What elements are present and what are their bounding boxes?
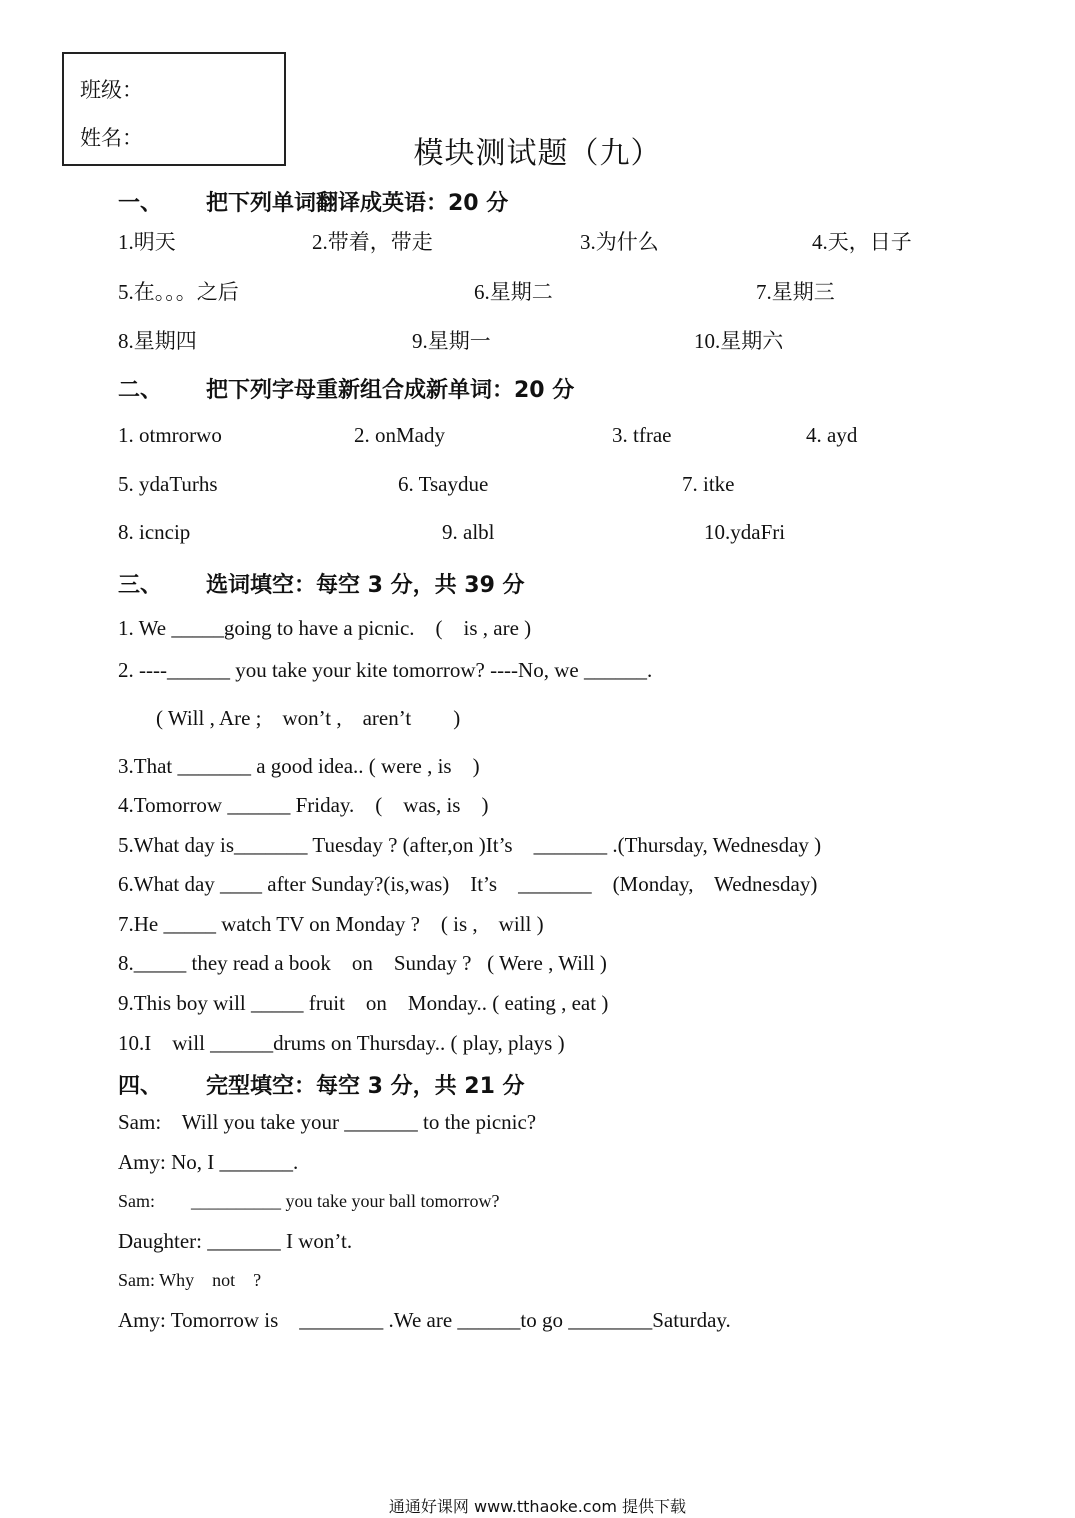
s4-line: Amy: Tomorrow is ________ .We are ______to go ________Saturday. bbox=[118, 1308, 731, 1332]
section-3-number: 三、 bbox=[118, 573, 163, 598]
s4-line: Amy: No, I _______. bbox=[118, 1150, 299, 1174]
s1-item: 4.天，日子 bbox=[812, 230, 912, 254]
section-1-number: 一、 bbox=[118, 191, 163, 216]
s1-item: 7.星期三 bbox=[756, 280, 835, 304]
s2-item: 7. itke bbox=[682, 472, 735, 496]
section-2-title: 把下列字母重新组合成新单词：20 分 bbox=[206, 378, 575, 403]
section-1-heading bbox=[118, 186, 508, 217]
s1-item: 2.带着，带走 bbox=[312, 230, 433, 254]
section-3-heading bbox=[118, 568, 525, 599]
s3-line: 8._____ they read a book on Sunday ? ( Were , Will ) bbox=[118, 951, 607, 975]
section-4-number: 四、 bbox=[118, 1074, 163, 1099]
s2-item: 9. albl bbox=[442, 520, 495, 544]
s2-item: 5. ydaTurhs bbox=[118, 472, 218, 496]
s3-line: 2. ----______ you take your kite tomorrow? ----No, we ______. bbox=[118, 658, 653, 682]
s2-item: 10.ydaFri bbox=[704, 520, 786, 544]
name-label: 姓名： bbox=[80, 126, 143, 150]
s3-line: 10.I will ______drums on Thursday.. ( play, plays ) bbox=[118, 1031, 565, 1055]
s1-item: 1.明天 bbox=[118, 230, 176, 254]
s2-item: 8. icncip bbox=[118, 520, 191, 544]
s4-line: Sam: Why not ? bbox=[118, 1270, 262, 1290]
s3-line: 4.Tomorrow ______ Friday. ( was, is ) bbox=[118, 793, 489, 817]
s2-item: 2. onMady bbox=[354, 423, 445, 447]
class-label: 班级： bbox=[80, 78, 143, 102]
s1-item: 5.在。。。之后 bbox=[118, 280, 239, 304]
section-1-title: 把下列单词翻译成英语：20 分 bbox=[206, 191, 509, 216]
section-4-heading bbox=[118, 1069, 525, 1100]
section-4-title: 完型填空：每空 3 分，共 21 分 bbox=[206, 1074, 525, 1099]
s3-line: 7.He _____ watch TV on Monday ? ( is , will ) bbox=[118, 912, 544, 936]
s2-item: 6. Tsaydue bbox=[398, 472, 489, 496]
page-footer: 通通好课网 www.tthaoke.com 提供下载 bbox=[388, 1497, 687, 1516]
section-2-number: 二、 bbox=[118, 378, 163, 403]
s4-line: Daughter: _______ I won’t. bbox=[118, 1229, 353, 1253]
s4-line: Sam: Will you take your _______ to the picnic? bbox=[118, 1110, 537, 1134]
s1-item: 6.星期二 bbox=[474, 280, 553, 304]
page-title: 模块测试题（九） bbox=[413, 136, 662, 171]
s1-item: 10.星期六 bbox=[694, 329, 784, 353]
s3-line: 6.What day ____ after Sunday?(is,was) It’s _______ (Monday, Wednesday) bbox=[118, 872, 818, 896]
s4-line: Sam: __________ you take your ball tomorrow? bbox=[118, 1191, 500, 1211]
s3-line: 1. We _____going to have a picnic. ( is , are ) bbox=[118, 616, 532, 640]
s2-item: 3. tfrae bbox=[612, 423, 672, 447]
s1-item: 3.为什么 bbox=[580, 230, 659, 254]
section-3-title: 选词填空：每空 3 分，共 39 分 bbox=[206, 573, 525, 598]
s2-item: 4. ayd bbox=[806, 423, 858, 447]
s3-line: ( Will , Are ; won’t , aren’t ) bbox=[156, 706, 461, 730]
s3-line: 9.This boy will _____ fruit on Monday.. ( eating , eat ) bbox=[118, 991, 609, 1015]
s3-line: 3.That _______ a good idea.. ( were , is ) bbox=[118, 754, 480, 778]
s3-line: 5.What day is_______ Tuesday ? (after,on )It’s _______ .(Thursday, Wednesday ) bbox=[118, 833, 822, 857]
s1-item: 8.星期四 bbox=[118, 329, 197, 353]
s1-item: 9.星期一 bbox=[412, 329, 491, 353]
section-2-heading bbox=[118, 373, 574, 404]
s2-item: 1. otmrorwo bbox=[118, 423, 222, 447]
